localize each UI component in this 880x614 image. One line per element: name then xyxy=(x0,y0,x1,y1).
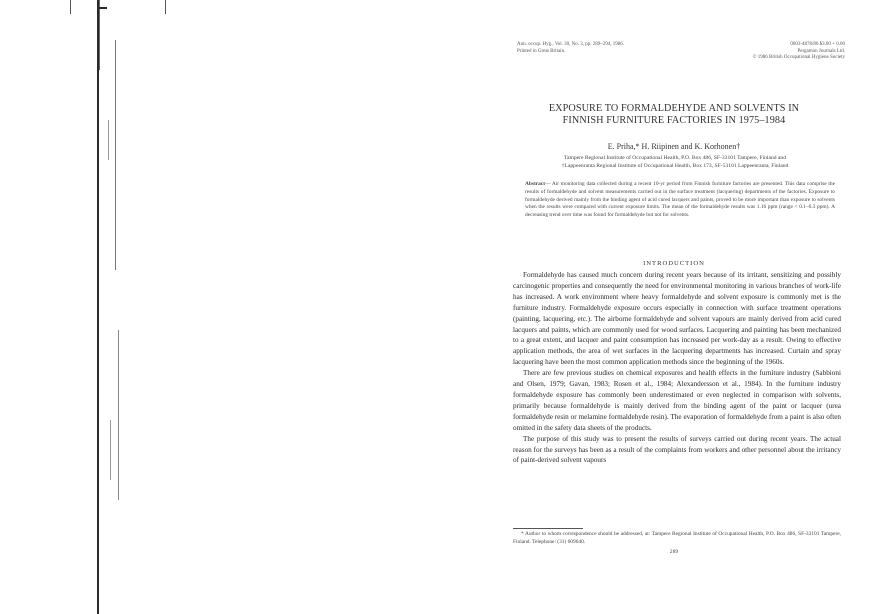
paragraph: Formaldehyde has caused much concern during recent years because of its irritant, sensitizing and possibly carcinogenic properties and consequently the need for environmental monitoring in various branches of work-life has increased. A work environment where heavy formaldehyde and solvent exposure is commonly met is the furniture industry. Formaldehyde exposure occurs especially in connection with surface treatment operations (painting, lacquering, etc.). The airborne formaldehyde and solvent vapours are mainly derived from acid cured lacquers and paints, which are commonly used for wood surfaces. Lacquering and painting has been mechanized to a great extent, and lacquer and paint consumption has increased per work-day as a result. Owing to effective application methods, the area of wet surfaces in the lacquering departments has increased. Curtain and spray lacquering have been the most common application methods since the beginning of the 1960s. xyxy=(513,271,841,367)
section-heading: INTRODUCTION xyxy=(643,260,705,267)
article-title: EXPOSURE TO FORMALDEHYDE AND SOLVENTS IN FINNISH FURNITURE FACTORIES IN 1975–1984 xyxy=(548,103,800,126)
footnote: * Author to whom correspondence should be addressed, at: Tampere Regional Institute of Occupational Health, P.O. Box 486, SF-33101 Tampere, Finland. Telephone: (31) 609640. xyxy=(513,531,841,545)
page-number: 289 xyxy=(669,549,679,555)
authors: E. Priha,* H. Riipinen and K. Korhonen† xyxy=(607,142,741,151)
journal-citation: Ann. occup. Hyg., Vol. 30, No. 3, pp. 289–294, 1986. Printed in Great Britain. xyxy=(517,42,625,54)
paragraph: There are few previous studies on chemical exposures and health effects in the furniture industry (Sabbioni and Olsen, 1979; Gavan, 1983; Rosen et al., 1984; Alexandersson et al., 1984). In the furniture industry formaldehyde exposure has commonly been underestimated or even neglected in comparison with solvents, primarily because formaldehyde is mainly derived from the binding agent of the paint or lacquer (urea formaldehyde resin or melamine formaldehyde resin). The evaporation of formaldehyde from a paint is also often omitted in the safety data sheets of the products. xyxy=(513,369,841,432)
abstract xyxy=(525,181,835,220)
footnote-divider xyxy=(513,528,583,529)
issn-block: 0003-4878/86 $3.00 + 0.00 Pergamon Journals Ltd. © 1986 British Occupational Hygiene Society xyxy=(752,42,845,60)
abstract-text: — Air monitoring data collected during a recent 10-yr period from Finnish furniture factories are presented. This data comprise the results of formaldehyde and solvent measurements carried out in the surface treatment (lacquering) departments of the factories. Exposure to formaldehyde derived mainly from the binding agent of acid cured lacquers and paints, proved to be more important than exposure to solvents when the results were compared with current exposure limits. The mean of the formaldehyde results was 1.16 ppm (range < 0.1–6.3 ppm). A decreasing trend over time was found for formaldehyde but not for solvents. xyxy=(525,181,835,219)
paragraph: The purpose of this study was to present the results of surveys carried out during recent years. The actual reason for the surveys has been as a result of the complaints from workers and other personnel about the irritancy of paint-derived solvent vapours xyxy=(513,434,841,465)
journal-page xyxy=(503,20,845,600)
affiliations: Tampere Regional Institute of Occupational Health, P.O. Box 486, SF-33101 Tampere, Finland and †Lappeenranta Regional Institute of Occupational Health, Box 173, SF-53101 Lappeenranta, Finland xyxy=(561,155,789,169)
scanned-page-edge xyxy=(0,0,170,614)
body-text xyxy=(513,270,841,466)
abstract-label: Abstract xyxy=(525,181,546,187)
